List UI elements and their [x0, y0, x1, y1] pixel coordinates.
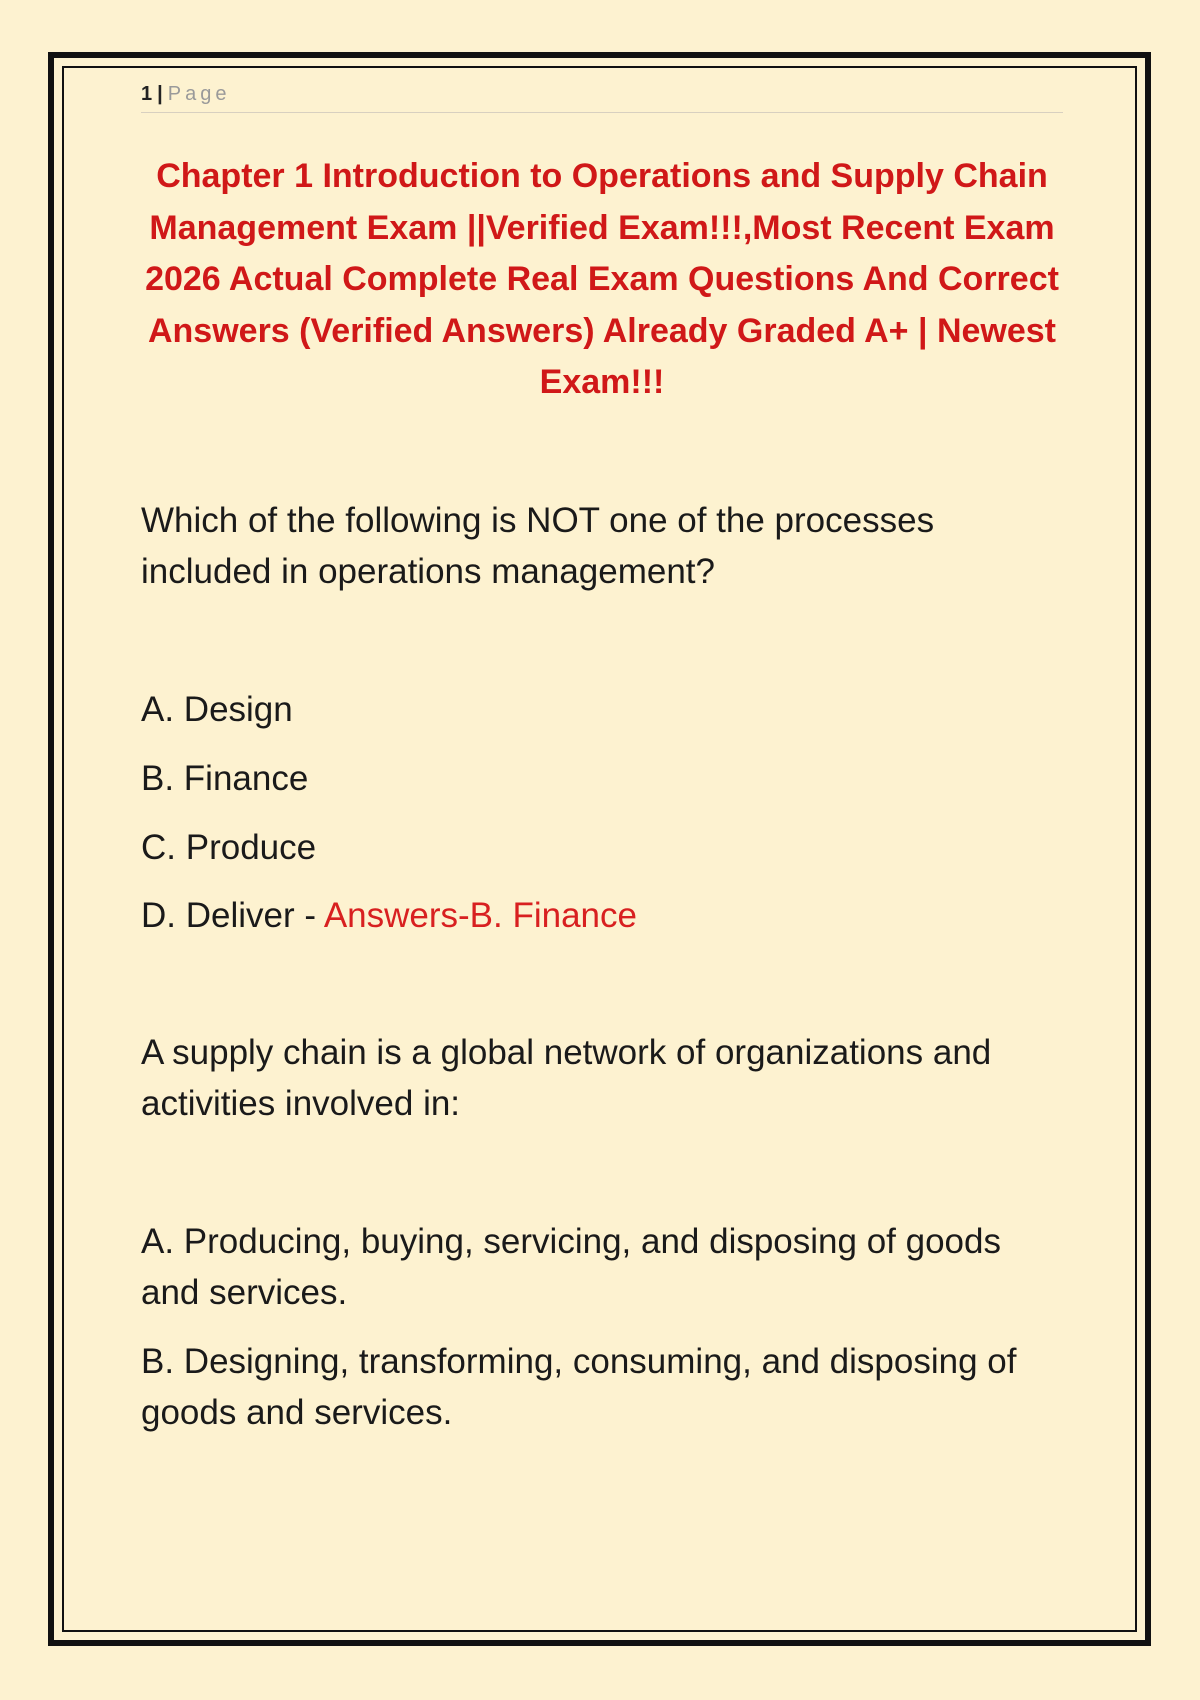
question-1-option-a: A. Design [141, 690, 293, 729]
question-1-option-d [141, 890, 1063, 941]
page-number: 1 [141, 83, 155, 105]
question-1-option-b: B. Finance [141, 759, 309, 798]
question-2-option-a: A. Producing, buying, servicing, and disposing of goods and services. [141, 1222, 1001, 1312]
question-2-option-b: B. Designing, transforming, consuming, and disposing of goods and services. [141, 1342, 1017, 1432]
question-1-text: Which of the following is NOT one of the processes included in operations management? [141, 501, 935, 591]
page-header [141, 80, 1063, 113]
document-title: Chapter 1 Introduction to Operations and Supply Chain Management Exam ||Verified Exam!!!,Most Recent Exam 2026 Actual Complete Real Exam Questions And Correct Answers (Verified Answers) Already Graded A+ | Newest Exam!!! [145, 157, 1059, 401]
question-1-option-c: C. Produce [141, 828, 317, 867]
page-label: Page [167, 83, 231, 105]
question-1-option-d-label: D. Deliver - [141, 896, 324, 935]
page-separator: | [157, 83, 165, 105]
question-2-text: A supply chain is a global network of organizations and activities involved in: [141, 1033, 992, 1123]
question-1-answer: Answers-B. Finance [323, 896, 637, 935]
